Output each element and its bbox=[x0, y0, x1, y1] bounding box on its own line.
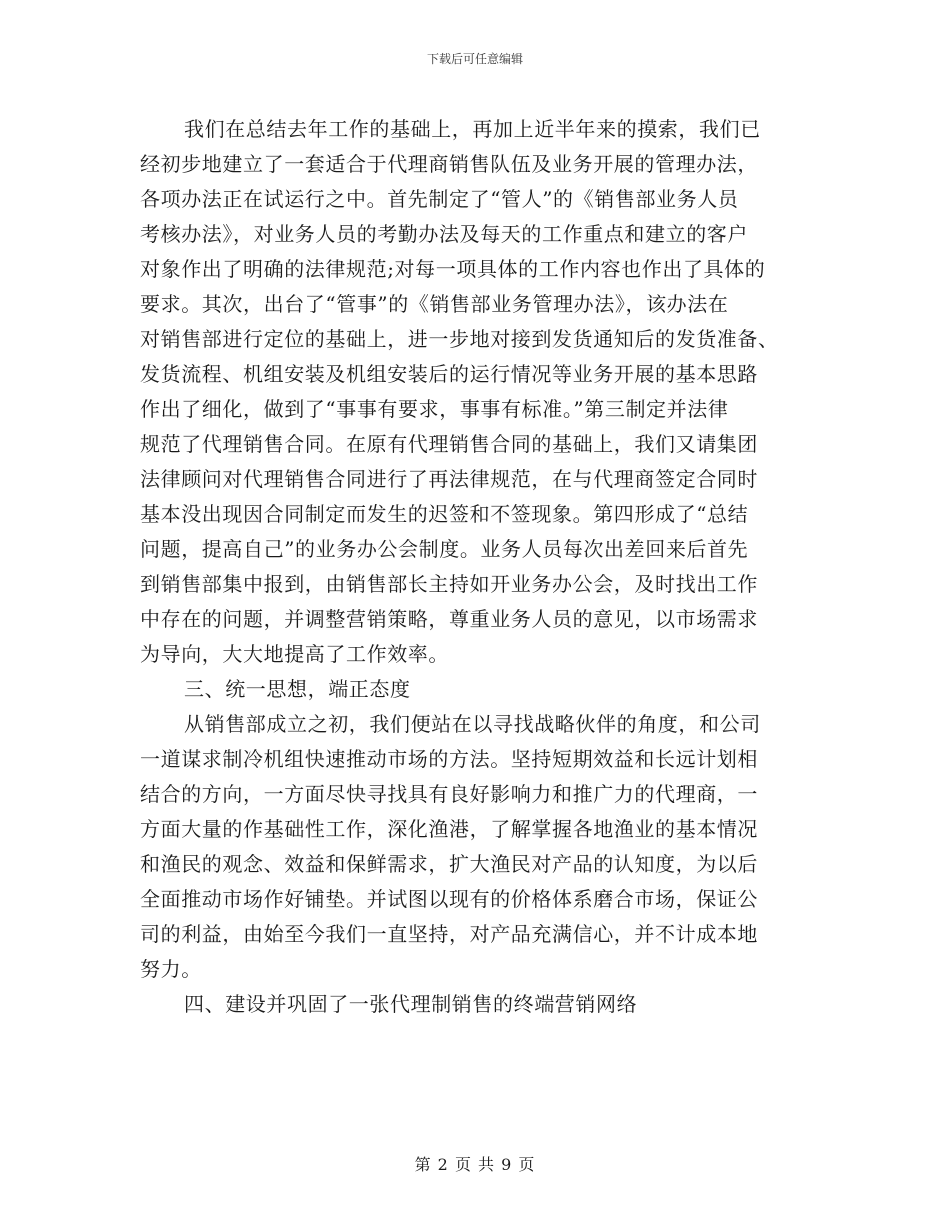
text-line: 一道谋求制冷机组快速推动市场的方法。坚持短期效益和长远计划相 bbox=[140, 747, 758, 771]
section-heading: 三、统一思想，端正态度 bbox=[184, 677, 411, 701]
page-header: 下载后可任意编辑 bbox=[426, 52, 523, 66]
text-line: 要求。其次，出台了“管事”的《销售部业务管理办法》，该办法在 bbox=[140, 292, 729, 316]
text-line: 法律顾问对代理销售合同进行了再法律规范，在与代理商签定合同时 bbox=[140, 467, 758, 491]
page-number: 第 2 页 共 9 页 bbox=[414, 1155, 536, 1174]
text-line: 到销售部集中报到，由销售部长主持如开业务办公会，及时找出工作 bbox=[140, 572, 758, 596]
text-line: 司的利益，由始至今我们一直坚持，对产品充满信心，并不计成本地 bbox=[140, 922, 758, 946]
text-line: 全面推动市场作好铺垫。并试图以现有的价格体系磨合市场，保证公 bbox=[140, 887, 758, 911]
text-line: 经初步地建立了一套适合于代理商销售队伍及业务开展的管理办法， bbox=[140, 152, 758, 176]
text-line: 从销售部成立之初，我们便站在以寻找战略伙伴的角度，和公司 bbox=[184, 712, 761, 736]
text-line: 作出了细化，做到了“事事有要求，事事有标准。”第三制定并法律 bbox=[140, 397, 729, 421]
document-body bbox=[140, 112, 810, 1022]
text-line: 各项办法正在试运行之中。首先制定了“管人”的《销售部业务人员 bbox=[140, 187, 739, 211]
text-line: 对销售部进行定位的基础上，进一步地对接到发货通知后的发货准备、 bbox=[140, 327, 779, 351]
text-line: 为导向，大大地提高了工作效率。 bbox=[140, 642, 449, 666]
text-line: 规范了代理销售合同。在原有代理销售合同的基础上，我们又请集团 bbox=[140, 432, 758, 456]
text-line: 考核办法》，对业务人员的考勤办法及每天的工作重点和建立的客户 bbox=[140, 222, 748, 246]
text-line: 问题，提高自己”的业务办公会制度。业务人员每次出差回来后首先 bbox=[140, 537, 749, 561]
section-heading: 四、建设并巩固了一张代理制销售的终端营销网络 bbox=[184, 992, 638, 1016]
text-line: 我们在总结去年工作的基础上，再加上近半年来的摸索，我们已 bbox=[184, 117, 761, 141]
text-line: 发货流程、机组安装及机组安装后的运行情况等业务开展的基本思路 bbox=[140, 362, 758, 386]
text-line: 基本没出现因合同制定而发生的迟签和不签现象。第四形成了“总结 bbox=[140, 502, 749, 526]
text-line: 结合的方向，一方面尽快寻找具有良好影响力和推广力的代理商，一 bbox=[140, 782, 758, 806]
text-line: 努力。 bbox=[140, 957, 202, 981]
text-line: 和渔民的观念、效益和保鲜需求，扩大渔民对产品的认知度，为以后 bbox=[140, 852, 758, 876]
text-line: 对象作出了明确的法律规范;对每一项具体的工作内容也作出了具体的 bbox=[140, 257, 766, 281]
text-line: 方面大量的作基础性工作，深化渔港，了解掌握各地渔业的基本情况 bbox=[140, 817, 758, 841]
text-line: 中存在的问题，并调整营销策略，尊重业务人员的意见，以市场需求 bbox=[140, 607, 758, 631]
